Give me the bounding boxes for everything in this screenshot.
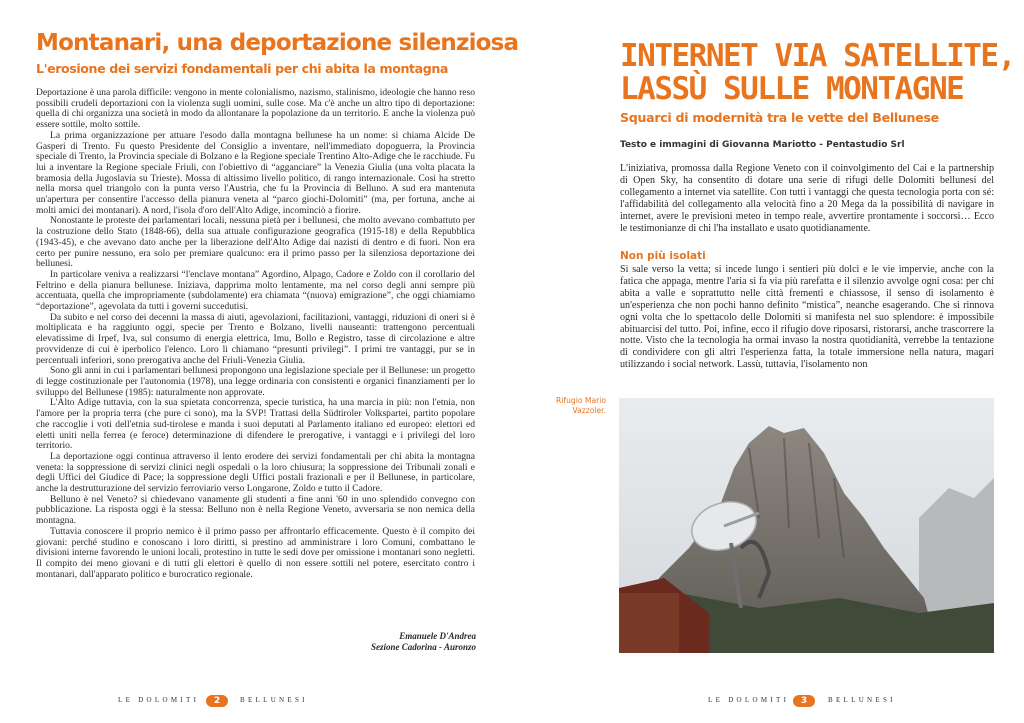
paragraph: La deportazione oggi continua attraverso il lento erodere dei servizi fondamentali per chi abita la montagna veneta: la soppressione di servizi clinici negli ospedali o la loro chiusura; la soppressione dei Tribunali zonali e degli Uffici del Giudice di Pace; la soppressione degli Uffici postali frazionali e per il Bellunese, in particolare, anche la destrutturazione del servizio ferroviario verso Longarone, Zoldo e tutto il Cadore. xyxy=(36,450,475,495)
paragraph: Si sale verso la vetta; si incede lungo i sentieri più dolci e le vie impervie, anche con la fatica che appaga, mentre l'aria si fa via più rarefatta e il silenzio avvolge ogni cosa: per chi abita a valle e soprattutto nelle città frementi e chiassose, il senso di isolamento è un'esperienza che non pochi hanno definito “mistica”, neanche esagerando. Che si rinnova ogni volta che lo spettacolo delle Dolomiti si manifesta nel suo splendore: è impossibile abituarcisi del tutto. Poi, infine, ecco il rifugio dove riposarsi, ristorarsi, anche trascorrere la notte. Visto che la tecnologia ha ormai invaso la nostra quotidianità, verrebbe la tentazione di condividere con gli altri l'esperienza fatta, la totale immersione nella natura, magari utilizzando i social network. Lassù, tuttavia, l'isolamento non xyxy=(620,264,994,371)
page-number: 3 xyxy=(793,695,815,707)
photo-caption: Rifugio Mario Vazzoler. xyxy=(556,396,606,415)
paragraph: Belluno è nel Veneto? si chiedevano vanamente gli studenti a fine anni '60 in uno splendido convegno con pubblicazione. La risposta oggi è la stessa: Belluno non è nella Regione Veneto, avversaria se non nemica della montagna. xyxy=(36,493,475,527)
footer-magazine-right: BELLUNESI xyxy=(240,696,308,704)
paragraph: Da subito e nel corso dei decenni la massa di aiuti, agevolazioni, facilitazioni, vantaggi, riduzioni di oneri si è moltiplicata e ha raggiunto oggi, specie per Trento e Bolzano, livelli nauseanti: trattengono percentuali elevatissime di Irpef, Iva, sul consumo di energia elettrica, Imu, Bollo e Registro, tasse di circolazione e altre provvidenze di cui è iperbolico l'elenco. Loro li chiamano “presunti privilegi”. I primi tre vantaggi, pur se in percentuali inferiori, sono prerogativa anche del Friuli-Venezia Giulia. xyxy=(36,311,475,366)
page-footer xyxy=(0,695,512,707)
section-body xyxy=(620,264,994,371)
paragraph: L'Alto Adige tuttavia, con la sua spietata concorrenza, specie turistica, ha una marcia in più: non l'etnia, non l'amore per la propria terra (che pure ci sono), ma la SVP! Trattasi della Südtiroler Volkspartei, partito popolare che raccoglie i voti dell'etnia sud-tirolese e manda i suoi deputati al Parlamento italiano ed europeo: elettori ed eletti uniti nella ferrea (e feroce) determinazione di difendere le prerogative, i vantaggi e i privilegi del loro territorio. xyxy=(36,397,475,452)
paragraph: Sono gli anni in cui i parlamentari bellunesi propongono una legislazione speciale per il Bellunese: un progetto di legge costituzionale per l'autonomia (1978), una legge ordinaria con consistenti e organici finanziamenti per lo sviluppo del Bellunese (1985): naturalmente non approvate. xyxy=(36,365,475,398)
chimney xyxy=(619,593,679,653)
author-affiliation: Sezione Cadorina - Auronzo xyxy=(371,642,476,652)
photo-illustration xyxy=(619,398,994,653)
paragraph: L'iniziativa, promossa dalla Regione Veneto con il coinvolgimento del Cai e la partnership di Open Sky, ha consentito di dotare una serie di rifugi delle Dolomiti bellunesi del collegamento a internet via satellite. Con tutti i vantaggi che questa tecnologia porta con sé: l'affidabilità del collegamento alla velocità fino a 20 Mega da la possibilità di navigare in internet, avere le previsioni meteo in tempo reale, avvertire prontamente i soccorsi… Ecco le testimonianze di chi l'ha installato e usato quotidianamente. xyxy=(620,163,994,234)
paragraph: Nonostante le proteste dei parlamentari locali, nessuna pietà per i bellunesi, che molto avevano combattuto per la costruzione dello Stato (1848-66), della sua attuale configurazione geografica (1915-18) e della Repubblica (1943-45), e che avevano dato anche per la liberazione dell'Alto Adige dai nazisti di dentro e di fuori. Non era certo per punire nessuno, era solo per premiare qualcuno: era il primo passo per la silenziosa deportazione dei bellunesi. xyxy=(36,215,475,270)
page-number: 2 xyxy=(206,695,228,707)
article-intro xyxy=(620,163,994,234)
author-name: Emanuele D'Andrea xyxy=(399,631,476,641)
signature xyxy=(371,631,476,653)
photo-satellite-dish-mountains xyxy=(619,398,994,653)
page-footer xyxy=(512,695,1024,707)
title-line: INTERNET VIA SATELLITE, xyxy=(620,38,1015,74)
paragraph: La prima organizzazione per attuare l'esodo dalla montagna bellunese ha un nome: si chiama Alcide De Gasperi di Trento. Fu questo Presidente del Consiglio a inventare, nell'immediato dopoguerra, la Provincia speciale di Trento, la Provincia speciale di Bolzano e la Regione speciale Trentino Alto-Adige che le racchiude. Fu lui a inventare la Regione speciale Friuli, con l'obiettivo di “agganciare” la Venezia Giulia (una volta placata la bramosia della Jugoslavia su Trieste). Mossa di altissimo livello politico, di rango internazionale. Così ha stretto nella morsa quel triangolo con la punta verso l'Austria, che fu la Provincia di Belluno. A sud era mantenuta un'apertura per consentire l'accesso della pianura veneta al “parco giochi-Dolomiti” (ma, per fortuna, anche ai molti amici dei montanari). A nord, l'isola d'oro dell'Alto Adige, incominciò a fiorire. xyxy=(36,129,475,216)
paragraph: In particolare veniva a realizzarsi “l'enclave montana” Agordino, Alpago, Cadore e Zoldo con il corollario del Feltrino e della pianura bellunese. Iniziava, dapprima molto lentamente, ma nel corso degli anni sempre più accentuata, quella che impropriamente (subdolamente) era chiamata “(nuova) emigrazione”, che oggi chiamiamo “deportazione”, agevolata da tutti i governi succedutisi. xyxy=(36,268,475,313)
article-title xyxy=(620,40,1015,106)
article-subtitle: Squarci di modernità tra le vette del Bellunese xyxy=(620,110,939,125)
article-credit: Testo e immagini di Giovanna Mariotto - Pentastudio Srl xyxy=(620,140,905,150)
title-line: LASSÙ SULLE MONTAGNE xyxy=(620,71,964,107)
footer-magazine-left: LE DOLOMITI xyxy=(118,696,200,704)
paragraph: Deportazione è una parola difficile: vengono in mente colonialismo, nazismo, stalinismo, ideologie che hanno reso possibili crudeli deportazioni con la violenza sugli uomini, sulle cose. Ma c'è anche un altro tipo di deportazione: quella di chi organizza una società in modo da allontanare la popolazione da un territorio. E anche la violenza può essere sottile, molto sottile. xyxy=(36,87,475,131)
article-title: Montanari, una deportazione silenziosa xyxy=(36,30,519,56)
paragraph: Tuttavia conoscere il proprio nemico è il primo passo per affrontarlo efficacemente. Questo è il compito dei giovani: perché studino e conoscano i loro diritti, si prestino ad amministrare i loro Comuni, combattano le divisioni interne favorendo le unioni locali, protestino in tutte le sedi dove per omissione i montanari sono negletti. Il compito dei meno giovani e di tutti gli elettori è quello di non essere sottili nel potere, esercitato contro i montanari, dall'apparato politico e burocratico regionale. xyxy=(36,525,475,580)
article-subtitle: L'erosione dei servizi fondamentali per chi abita la montagna xyxy=(36,61,449,76)
article-body xyxy=(36,88,475,580)
footer-magazine-left: LE DOLOMITI xyxy=(708,696,790,704)
footer-magazine-right: BELLUNESI xyxy=(828,696,896,704)
section-heading: Non più isolati xyxy=(620,250,706,262)
